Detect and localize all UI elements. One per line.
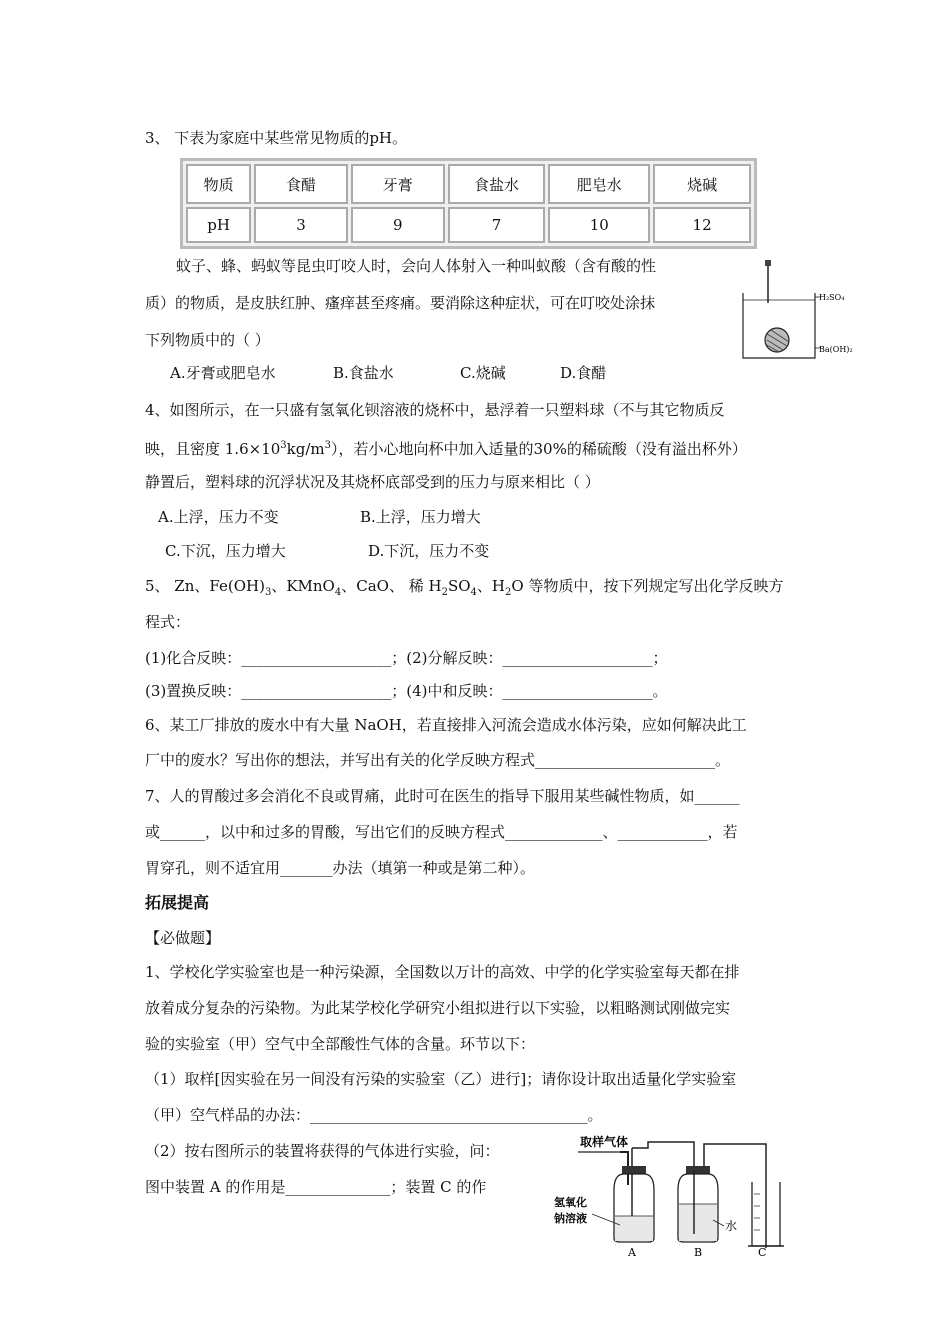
q3-option-c: C.烧碱 — [460, 364, 506, 382]
table-row — [186, 207, 751, 243]
q5-para-2: 程式： — [145, 613, 191, 631]
naoh-label-2: 钠溶液 — [554, 1212, 587, 1225]
q6-para-1: 6、某工厂排放的废水中有大量 NaOH，若直接排入河流会造成水体污染，应如何解决此工 — [145, 716, 747, 734]
q6-para-2: 厂中的废水？写出你的想法，并写出有关的化学反映方程式________________________。 — [145, 751, 731, 769]
e1-para-5: （甲）空气样品的办法：_____________________________________。 — [145, 1106, 603, 1124]
q3-option-d: D.食醋 — [560, 364, 607, 382]
label-b: B — [694, 1246, 703, 1259]
q3-para-1: 蚊子、蜂、蚂蚁等昆虫叮咬人时，会向人体射入一种叫蚁酸（含有酸的性 — [176, 257, 657, 275]
h2so4-label: H₂SO₄ — [819, 293, 845, 302]
q4-para-2: 映，且密度 $1.6\times 10^3kg/m^3$），若小心地向杯中加入适量的30%的稀硫酸（没有溢出杯外） — [145, 440, 747, 458]
q3-option-b: B.食盐水 — [333, 364, 394, 382]
q3-intro: 3、 下表为家庭中某些常见物质的pH。 — [145, 129, 407, 147]
q4-para-3: 静置后，塑料球的沉浮状况及其烧杯底部受到的压力与原来相比（ ） — [145, 473, 600, 491]
q5-reaction-row-1: (1)化合反映：____________________；(2)分解反映：____________________； — [145, 649, 668, 667]
q3-option-a: A.牙膏或肥皂水 — [170, 364, 276, 382]
water-label: 水 — [725, 1219, 738, 1233]
e1-para-1: 1、学校化学实验室也是一种污染源，全国数以万计的高效、中学的化学实验室每天都在排 — [145, 963, 740, 981]
q7-para-1: 7、人的胃酸过多会消化不良或胃痛，此时可在医生的指导下服用某些碱性物质，如______ — [145, 787, 740, 805]
table-row — [186, 164, 751, 204]
label-a: A — [628, 1246, 636, 1259]
table-cell: 牙膏 — [351, 164, 445, 204]
table-cell: 烧碱 — [653, 164, 751, 204]
section-subtitle: 【必做题】 — [145, 929, 221, 947]
section-title: 拓展提高 — [145, 893, 210, 912]
q5-para-1: 5、 Zn、$Fe(OH)_3$、KMnO$_4$、CaO、 稀 $H_2SO_4$、$H_2O$ 等物质中，按下列规定写出化学反映方 — [145, 577, 784, 598]
ph-table — [180, 158, 757, 249]
table-cell: pH — [186, 207, 251, 243]
beaker-figure — [735, 258, 855, 368]
table-cell: 物质 — [186, 164, 251, 204]
table-cell: 12 — [653, 207, 751, 243]
q5-reaction-row-2: (3)置换反映：____________________；(4)中和反映：____________________。 — [145, 682, 668, 700]
table-cell: 7 — [448, 207, 546, 243]
baoh2-label: Ba(OH)₂ — [819, 345, 853, 354]
q3-para-3: 下列物质中的（ ） — [145, 331, 270, 349]
label-c: C — [758, 1246, 767, 1259]
gas-label: 取样气体 — [580, 1135, 629, 1149]
q4-option-a: A.上浮，压力不变 — [158, 508, 279, 526]
gas-apparatus-figure — [548, 1130, 788, 1260]
q3-para-2: 质）的物质，是皮肤红肿、瘙痒甚至疼痛。要消除这种症状，可在叮咬处涂抹 — [145, 294, 656, 312]
table-cell: 肥皂水 — [548, 164, 650, 204]
naoh-label-1: 氢氧化 — [554, 1196, 587, 1209]
q4-para-1: 4、如图所示，在一只盛有氢氧化钡溶液的烧杯中，悬浮着一只塑料球（不与其它物质反 — [145, 401, 725, 419]
e1-para-3: 验的实验室（甲）空气中全部酸性气体的含量。环节以下： — [145, 1035, 536, 1053]
q4-option-d: D.下沉，压力不变 — [368, 542, 490, 560]
q7-para-3: 胃穿孔，则不适宜用_______办法（填第一种或是第二种）。 — [145, 859, 536, 877]
e1-para-4: （1）取样[因实验在另一间没有污染的实验室（乙）进行]；请你设计取出适量化学实验室 — [145, 1070, 737, 1088]
table-cell: 食盐水 — [448, 164, 546, 204]
table-cell: 食醋 — [254, 164, 348, 204]
table-cell: 10 — [548, 207, 650, 243]
e1-para-2: 放着成分复杂的污染物。为此某学校化学研究小组拟进行以下实验，以粗略测试刚做完实 — [145, 999, 731, 1017]
q7-para-2: 或______，以中和过多的胃酸，写出它们的反映方程式_____________、____________，若 — [145, 823, 738, 841]
e1-para-6: （2）按右图所示的装置将获得的气体进行实验，问： — [145, 1142, 500, 1160]
e1-para-7: 图中装置 A 的作用是______________；装置 C 的作 — [145, 1178, 487, 1196]
table-cell: 9 — [351, 207, 445, 243]
table-cell: 3 — [254, 207, 348, 243]
q4-option-b: B.上浮，压力增大 — [360, 508, 481, 526]
q4-option-c: C.下沉，压力增大 — [165, 542, 286, 560]
